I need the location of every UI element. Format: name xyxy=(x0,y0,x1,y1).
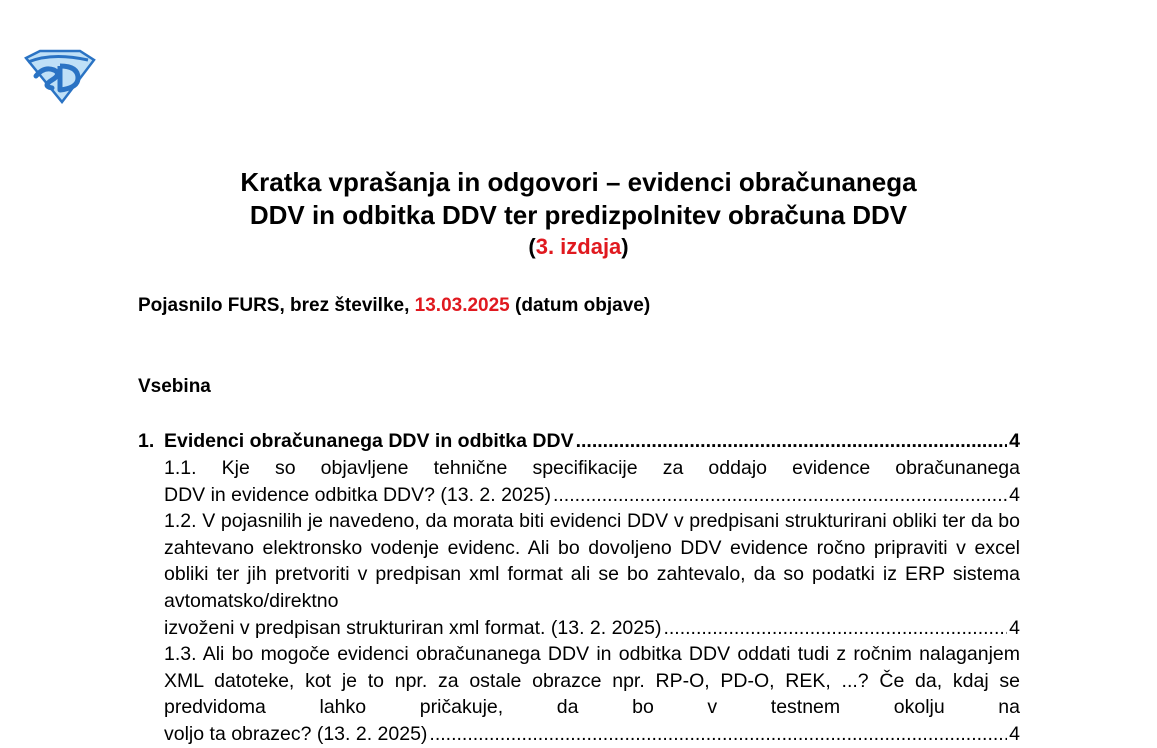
contents-heading: Vsebina xyxy=(138,376,211,397)
document-title xyxy=(0,166,1157,262)
toc-item-text: 1.3. Ali bo mogoče evidenci obračunanega DDV in odbitka DDV oddati tudi z ročnim nalaganjem XML datoteke, kot je to npr. za ostale obrazce npr. RP-O, PD-O, REK, ...? Če da, kdaj se predvidoma lahko pričakuje, da bo v testnem okolju na xyxy=(164,643,1020,719)
toc-page-number: 4 xyxy=(1009,430,1020,452)
toc-page-number: 4 xyxy=(1009,722,1020,745)
toc-item-lastline xyxy=(164,482,1020,509)
subtitle-suffix: (datum objave) xyxy=(509,295,651,316)
toc-item-1-3[interactable] xyxy=(164,641,1020,747)
toc-leader-dots xyxy=(663,615,1007,642)
toc-section-number: 1. xyxy=(138,430,155,452)
edition-label xyxy=(0,232,1157,262)
toc-item-text: 1.1. Kje so objavljene tehnične specifikacije za oddajo evidence obračunanega xyxy=(164,457,1020,479)
toc-leader-dots xyxy=(429,721,1007,748)
toc-item-1-1[interactable] xyxy=(164,455,1020,508)
toc-item-text-end: DDV in evidence odbitka DDV? (13. 2. 2025) xyxy=(164,483,551,506)
toc-section-1[interactable] xyxy=(138,428,1020,455)
table-of-contents xyxy=(138,428,1020,748)
title-line-2: DDV in odbitka DDV ter predizpolnitev obračuna DDV xyxy=(249,200,908,230)
toc-section-title: Evidenci obračunanega DDV in odbitka DDV xyxy=(164,430,574,452)
toc-item-text-end: izvoženi v predpisan strukturiran xml format. (13. 2. 2025) xyxy=(164,616,662,639)
publication-date: 13.03.2025 xyxy=(414,295,510,316)
toc-page-number: 4 xyxy=(1009,483,1020,506)
toc-item-lastline xyxy=(164,721,1020,748)
subtitle-prefix: Pojasnilo FURS, brez številke, xyxy=(138,295,415,316)
toc-item-text: 1.2. V pojasnilih je navedeno, da morata biti evidenci DDV v predpisani strukturirani obliki ter da bo zahtevano elektronsko vodenje evidenc. Ali bo dovoljeno DDV evidence ročno pripraviti v excel obliki ter jih pretvoriti v predpisan xml format ali se bo zahtevalo, da so podatki iz ERP sistema avtomatsko/direktno xyxy=(164,510,1020,612)
document-subtitle xyxy=(138,295,650,317)
toc-leader-dots xyxy=(553,482,1007,509)
edition-number: 3. izdaja xyxy=(535,234,622,259)
toc-page-number: 4 xyxy=(1009,616,1020,639)
toc-item-1-2[interactable] xyxy=(164,508,1020,641)
title-line-1: Kratka vprašanja in odgovori – evidenci obračunanega xyxy=(240,167,917,197)
toc-item-text-end: voljo ta obrazec? (13. 2. 2025) xyxy=(164,722,428,745)
edition-open: ( xyxy=(528,234,536,259)
toc-item-lastline xyxy=(164,615,1020,642)
sd-diamond-logo-icon xyxy=(22,48,96,104)
toc-leader-dots xyxy=(576,428,1008,455)
edition-close: ) xyxy=(621,234,629,259)
